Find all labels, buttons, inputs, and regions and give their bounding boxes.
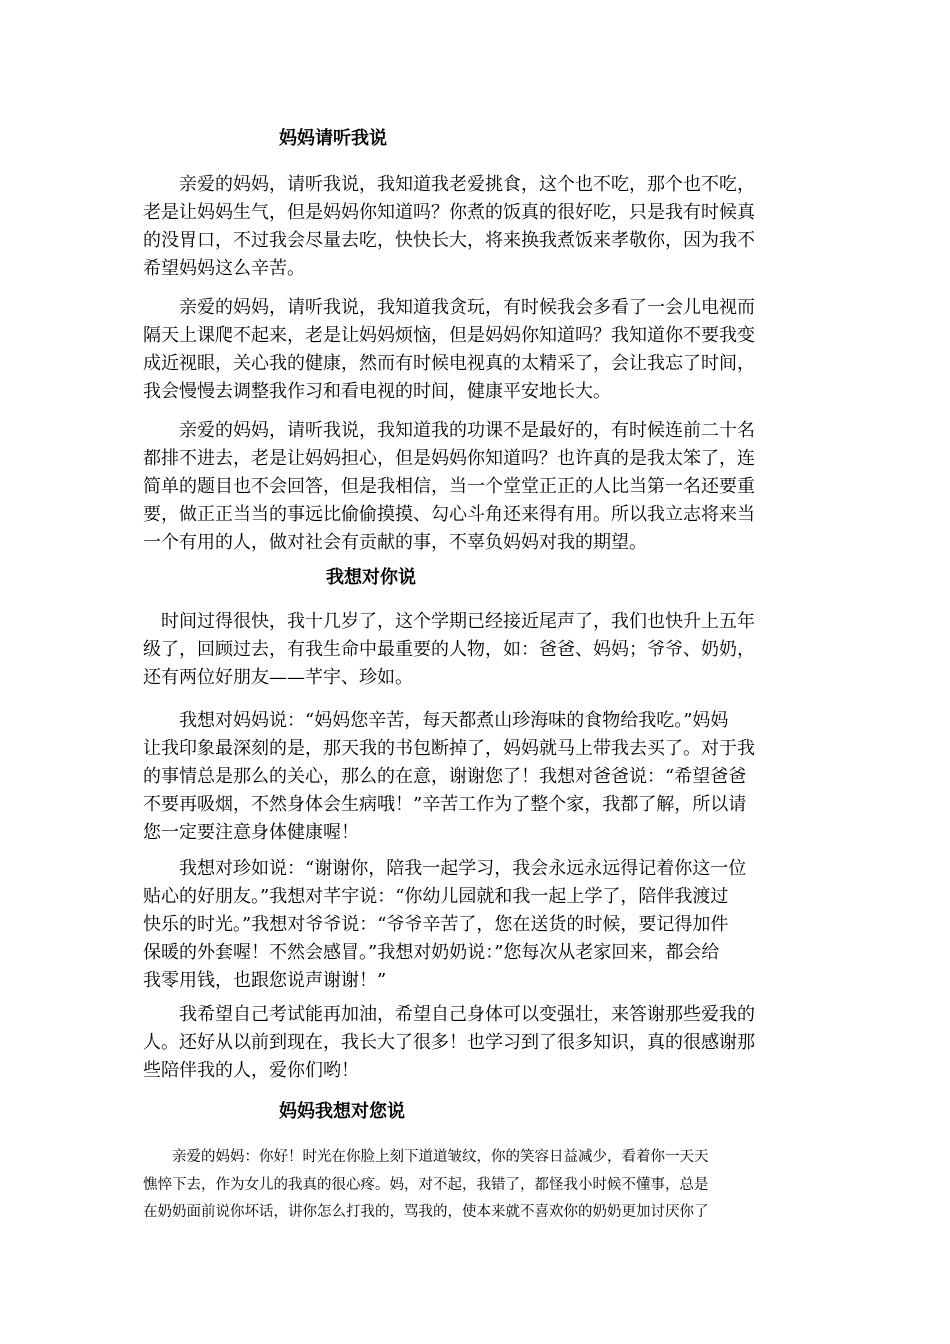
text-line: 快乐的时光。”我想对爷爷说：“爷爷辛苦了，您在送货的时候，要记得加件 (143, 914, 729, 935)
text-line: 的没胃口，不过我会尽量去吃，快快长大，将来换我煮饭来孝敬你，因为我不 (143, 230, 755, 251)
text-line: 都排不进去，老是让妈妈担心，但是妈妈你知道吗？也许真的是我太笨了，连 (143, 448, 755, 469)
text-line: 不要再吸烟，不然身体会生病哦！”辛苦工作为了整个家，我都了解，所以请 (143, 794, 747, 815)
text-line: 希望妈妈这么辛苦。 (143, 258, 305, 279)
text-line: 您一定要注意身体健康喔！ (143, 822, 359, 843)
text-line: 级了，回顾过去，有我生命中最重要的人物，如：爸爸、妈妈；爷爷、奶奶， (143, 639, 755, 660)
text-line: 要，做正正当当的事远比偷偷摸摸、勾心斗角还来得有用。所以我立志将来当 (143, 504, 755, 525)
text-line: 我想对妈妈说：“妈妈您辛苦，每天都煮山珍海味的食物给我吃。”妈妈 (143, 710, 729, 731)
text-line: 贴心的好朋友。”我想对芊宇说：“你幼儿园就和我一起上学了，陪伴我渡过 (143, 886, 729, 907)
text-line: 的事情总是那么的关心，那么的在意，谢谢您了！我想对爸爸说：“希望爸爸 (143, 766, 747, 787)
text-line: 亲爱的妈妈，请听我说，我知道我老爱挑食，这个也不吃，那个也不吃， (143, 174, 755, 195)
section-title: 妈妈我想对您说 (279, 1101, 405, 1122)
paragraph (143, 294, 811, 406)
paragraph (143, 608, 811, 692)
text-line: 亲爱的妈妈，请听我说，我知道我的功课不是最好的，有时候连前二十名 (143, 420, 755, 441)
text-line: 我想对珍如说：“谢谢你，陪我一起学习，我会永远永远得记着你这一位 (143, 858, 747, 879)
text-line: 亲爱的妈妈，请听我说，我知道我贪玩，有时候我会多看了一会儿电视而 (143, 297, 755, 318)
paragraph (143, 707, 811, 847)
text-line: 时间过得很快，我十几岁了，这个学期已经接近尾声了，我们也快升上五年 (143, 611, 755, 632)
text-line: 憔悴下去，作为女儿的我真的很心疼。妈，对不起，我错了，都怪我小时候不懂事，总是 (143, 1176, 709, 1193)
text-line: 保暖的外套喔！不然会感冒。”我想对奶奶说：”您每次从老家回来，都会给 (143, 942, 720, 963)
text-line: 我希望自己考试能再加油，希望自己身体可以变强壮，来答谢那些爱我的 (143, 1004, 755, 1025)
text-line: 一个有用的人，做对社会有贡献的事，不辜负妈妈对我的期望。 (143, 532, 647, 553)
paragraph (143, 1144, 811, 1227)
text-line: 在奶奶面前说你坏话，讲你怎么打我的，骂我的，使本来就不喜欢你的奶奶更加讨厌你了 (143, 1204, 709, 1220)
text-line: 让我印象最深刻的是，那天我的书包断掉了，妈妈就马上带我去买了。对于我 (143, 738, 755, 759)
text-line: 隔天上课爬不起来，老是让妈妈烦恼，但是妈妈你知道吗？我知道你不要我变 (143, 325, 755, 346)
paragraph (143, 855, 811, 995)
text-line: 亲爱的妈妈：你好！时光在你脸上刻下道道皱纹，你的笑容日益减少，看着你一天天 (143, 1149, 709, 1165)
section-title: 妈妈请听我说 (279, 128, 387, 149)
text-line: 成近视眼，关心我的健康，然而有时候电视真的太精采了，会让我忘了时间， (143, 353, 755, 374)
paragraph (143, 171, 811, 283)
text-line: 些陪伴我的人，爱你们哟！ (143, 1060, 359, 1081)
text-line: 简单的题目也不会回答，但是我相信，当一个堂堂正正的人比当第一名还要重 (143, 476, 755, 497)
text-line: 老是让妈妈生气，但是妈妈你知道吗？你煮的饭真的很好吃，只是我有时候真 (143, 202, 755, 223)
section-title: 我想对你说 (326, 567, 416, 588)
text-line: 我会慢慢去调整我作习和看电视的时间，健康平安地长大。 (143, 381, 611, 402)
text-line: 人。还好从以前到现在，我长大了很多！也学习到了很多知识，真的很感谢那 (143, 1032, 755, 1053)
text-line: 我零用钱，也跟您说声谢谢！” (143, 970, 387, 991)
paragraph (143, 1001, 811, 1085)
text-line: 还有两位好朋友——芊宇、珍如。 (143, 667, 413, 688)
paragraph (143, 417, 811, 557)
